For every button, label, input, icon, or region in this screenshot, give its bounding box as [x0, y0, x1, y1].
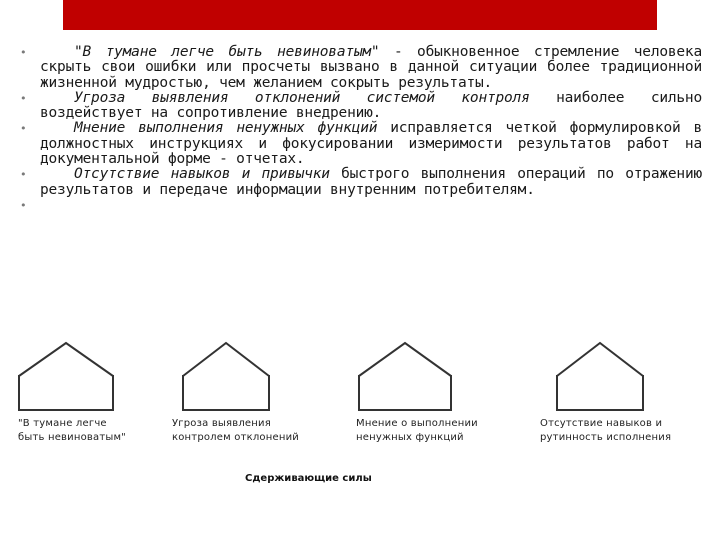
- roof-icon: [18, 341, 114, 377]
- force-label-line: ненужных функций: [356, 432, 464, 443]
- house-shape: [358, 341, 452, 411]
- bullet-body: - обыкновенное стремление человека скрыть свои ошибки или просчеты вызвано в данной ситуации более традиционной жизненной мудростью, чем желанием сокрыть результаты.: [40, 44, 702, 91]
- house-shape: [18, 341, 114, 411]
- bullet-text: [40, 167, 702, 198]
- bullet-text: [40, 45, 702, 91]
- list-item: [8, 167, 702, 198]
- bullet-icon: •: [20, 168, 27, 182]
- house-wall: [556, 375, 644, 411]
- title-bar: [63, 0, 657, 30]
- bullet-icon: •: [20, 198, 27, 212]
- force-label-line: контролем отклонений: [172, 432, 299, 443]
- force-label-line: Мнение о выполнении: [356, 418, 478, 429]
- bullet-lead: "В тумане легче быть невиноватым": [74, 44, 380, 60]
- diagram-caption: Сдерживающие силы: [245, 473, 372, 484]
- list-item: [8, 121, 702, 167]
- force-label-line: Угроза выявления: [172, 418, 271, 429]
- force-label-line: быть невиноватым": [18, 432, 126, 443]
- bullet-list: [8, 44, 702, 212]
- restraining-forces-diagram: [12, 327, 682, 490]
- force-label: [18, 417, 126, 445]
- bullet-lead: Угроза выявления отклонений системой контроля: [74, 89, 530, 106]
- bullet-text: [40, 121, 702, 167]
- house-wall: [182, 375, 270, 411]
- roof-icon: [556, 341, 644, 377]
- bullet-body: исправляется четкой формулировкой в должностных инструкциях и фокусировании измеримости результатов работ на документальной форме - отчетах.: [40, 120, 702, 168]
- bullet-lead: Отсутствие навыков и привычки: [74, 166, 330, 183]
- house-shape: [556, 341, 644, 411]
- bullet-icon: •: [20, 46, 27, 59]
- bullet-lead: Мнение выполнения ненужных функций: [74, 120, 378, 137]
- force-label-line: Отсутствие навыков и: [540, 418, 663, 429]
- roof-icon: [182, 341, 270, 377]
- house-shape: [182, 341, 270, 411]
- force-label: [172, 417, 299, 445]
- list-item: [8, 45, 702, 91]
- house-wall: [358, 375, 452, 411]
- bullet-icon: •: [20, 122, 27, 136]
- force-label-line: рутинность исполнения: [540, 432, 672, 443]
- house-wall: [18, 375, 114, 411]
- bullet-body: наиболее сильно воздействует на сопротивление внедрению.: [40, 89, 702, 122]
- roof-icon: [358, 341, 452, 377]
- bullet-icon: •: [20, 91, 27, 105]
- list-item: [8, 91, 702, 122]
- force-label-line: "В тумане легче: [18, 418, 107, 429]
- bullet-body: быстрого выполнения операций по отражению результатов и передаче информации внутренним потребителям.: [40, 166, 702, 198]
- force-label: [356, 417, 478, 445]
- force-label: [540, 417, 671, 445]
- bullet-text: [40, 91, 702, 122]
